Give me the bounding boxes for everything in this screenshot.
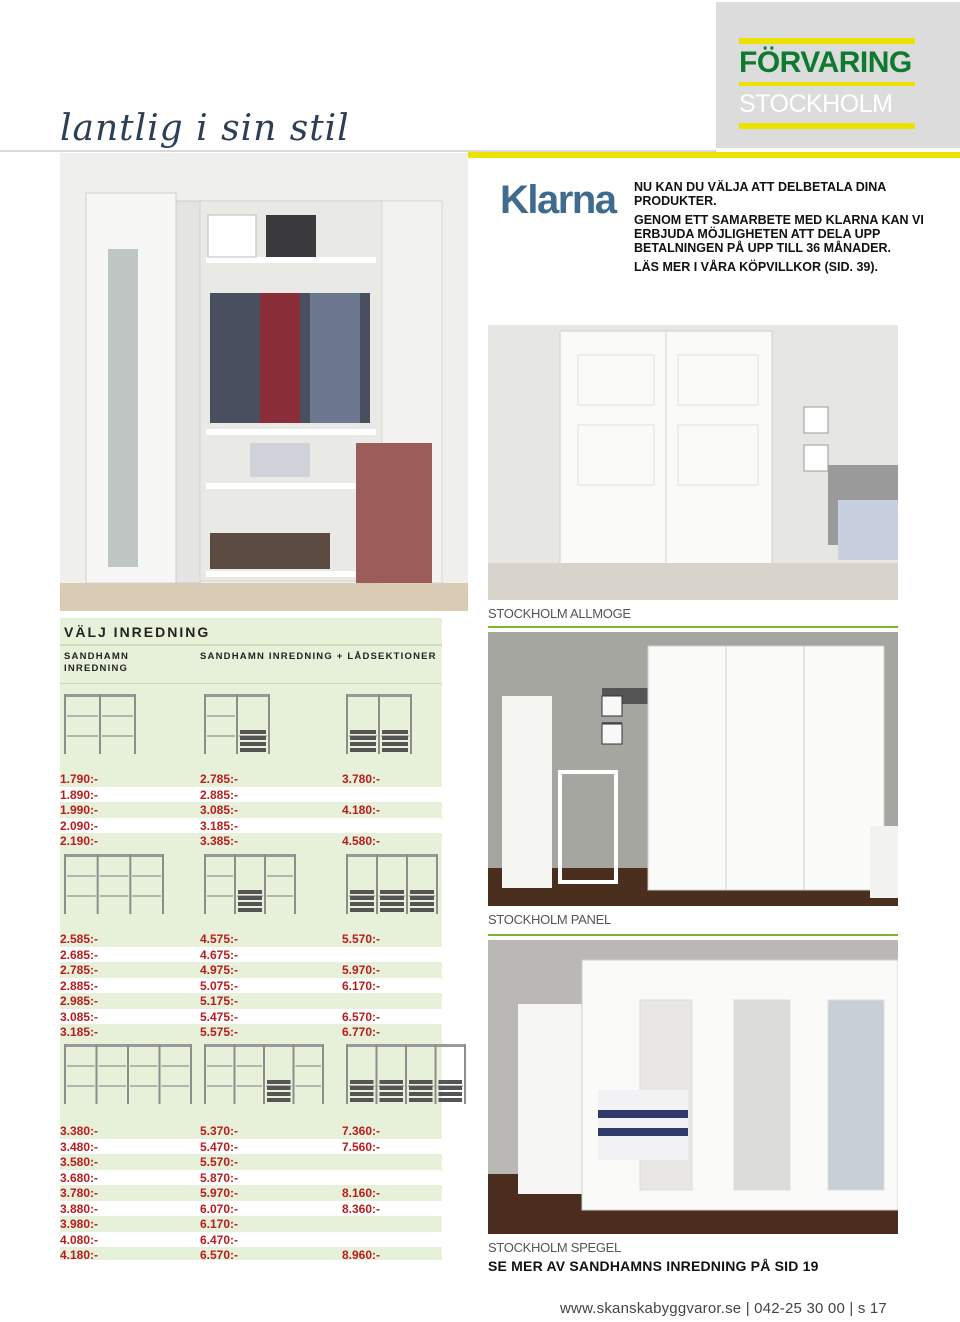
price-value: 2.885:- (60, 978, 99, 993)
shelving-diagram (204, 850, 296, 920)
price-value: 5.970:- (200, 1186, 239, 1200)
price-value: 5.075:- (200, 978, 239, 993)
shelving-diagram (64, 690, 136, 760)
price-value: 2.785:- (200, 772, 239, 786)
price-value: 1.790:- (60, 772, 99, 786)
shelving-diagram (64, 850, 164, 920)
price-value: 3.480:- (60, 1139, 99, 1154)
stockholm-panel-photo (488, 632, 898, 906)
price-value: 6.470:- (200, 1232, 239, 1247)
price-value: 5.575:- (200, 1025, 239, 1039)
shelving-diagram (346, 690, 412, 760)
column-header-inredning: SANDHAMN INREDNING (64, 651, 130, 674)
price-value: 5.570:- (342, 932, 381, 946)
price-value: 5.470:- (200, 1139, 239, 1154)
price-value: 3.085:- (200, 803, 239, 817)
shelving-diagram (346, 850, 438, 920)
price-row-stripe (60, 947, 442, 962)
price-value: 4.975:- (200, 963, 239, 977)
klarna-line-3: LÄS MER I VÅRA KÖPVILLKOR (SID. 39). (634, 260, 879, 274)
price-value: 8.360:- (342, 1201, 381, 1216)
shelving-diagram (204, 690, 270, 760)
caption-spegel: STOCKHOLM SPEGEL (488, 1240, 621, 1255)
price-value: 7.560:- (342, 1139, 381, 1154)
price-value: 6.170:- (200, 1217, 239, 1231)
caption-underline (488, 626, 898, 628)
price-value: 6.170:- (342, 978, 381, 993)
price-row-stripe (60, 1009, 442, 1024)
price-value: 6.570:- (200, 1248, 239, 1262)
logo-title: FÖRVARING (739, 46, 912, 79)
price-value: 1.990:- (60, 803, 99, 817)
shelving-diagram (204, 1040, 324, 1110)
price-table-title: VÄLJ INREDNING (64, 624, 211, 640)
price-value: 3.085:- (60, 1009, 99, 1024)
shelving-diagram (64, 1040, 192, 1110)
price-value: 2.190:- (60, 834, 99, 848)
price-value: 4.080:- (60, 1232, 99, 1247)
header-separator (60, 683, 442, 684)
price-value: 6.570:- (342, 1009, 381, 1024)
price-value: 2.090:- (60, 818, 99, 833)
price-value: 6.770:- (342, 1025, 381, 1039)
tagline: lantlig i sin stil (60, 108, 350, 149)
column-header-lådsektioner: SANDHAMN INREDNING + LÅDSEKTIONER (200, 651, 437, 662)
price-row-stripe (60, 1232, 442, 1247)
price-value: 5.970:- (342, 963, 381, 977)
price-value: 5.870:- (200, 1170, 239, 1185)
logo-accent-bar (739, 123, 915, 129)
price-value: 7.360:- (342, 1124, 381, 1138)
stockholm-allmoge-photo (488, 325, 898, 600)
see-more-note: SE MER AV SANDHAMNS INREDNING PÅ SID 19 (488, 1258, 819, 1274)
price-value: 8.960:- (342, 1248, 381, 1262)
price-value: 3.580:- (60, 1155, 99, 1169)
logo-accent-bar (739, 82, 915, 86)
price-value: 4.675:- (200, 947, 239, 962)
wardrobe-photo (60, 153, 468, 611)
price-value: 2.585:- (60, 932, 99, 946)
price-value: 3.385:- (200, 834, 239, 848)
klarna-logo: Klarna (500, 178, 616, 222)
price-value: 4.575:- (200, 932, 239, 946)
logo-subtitle: STOCKHOLM (739, 90, 893, 118)
price-value: 1.890:- (60, 787, 99, 802)
price-row-stripe (60, 978, 442, 993)
price-value: 2.985:- (60, 994, 99, 1008)
price-value: 4.180:- (342, 803, 381, 817)
price-value: 4.180:- (60, 1248, 99, 1262)
shelving-diagram (346, 1040, 466, 1110)
price-row-stripe (60, 1170, 442, 1185)
klarna-line-2: GENOM ETT SAMARBETE MED KLARNA KAN VI ERBJUDA MÖJLIGHETEN ATT DELA UPP BETALNINGEN PÅ UPP TILL 36 MÅNADER. (634, 213, 924, 255)
klarna-line-1: NU KAN DU VÄLJA ATT DELBETALA DINA PRODUKTER. (634, 180, 886, 208)
price-value: 3.380:- (60, 1124, 99, 1138)
price-value: 5.475:- (200, 1009, 239, 1024)
header-yellow-bar (468, 152, 960, 158)
price-value: 6.070:- (200, 1201, 239, 1216)
price-row-stripe (60, 787, 442, 802)
price-value: 3.680:- (60, 1170, 99, 1185)
price-value: 3.185:- (60, 1025, 99, 1039)
price-row-stripe (60, 818, 442, 833)
price-value: 2.885:- (200, 787, 239, 802)
footer-contact-line: www.skanskabyggvaror.se | 042-25 30 00 | s 17 (560, 1300, 887, 1317)
price-value: 3.185:- (200, 818, 239, 833)
price-value: 2.685:- (60, 947, 99, 962)
price-value: 3.980:- (60, 1217, 99, 1231)
price-value: 3.880:- (60, 1201, 99, 1216)
price-value: 5.570:- (200, 1155, 239, 1169)
logo-accent-bar (739, 38, 915, 44)
price-value: 3.780:- (342, 772, 381, 786)
caption-underline (488, 934, 898, 936)
price-value: 8.160:- (342, 1186, 381, 1200)
price-value: 3.780:- (60, 1186, 99, 1200)
klarna-info (634, 180, 934, 279)
price-row-stripe (60, 1201, 442, 1216)
price-table-rule (60, 644, 442, 646)
price-row-stripe (60, 1139, 442, 1154)
stockholm-spegel-photo (488, 940, 898, 1234)
price-value: 5.175:- (200, 994, 239, 1008)
caption-panel: STOCKHOLM PANEL (488, 912, 611, 927)
price-value: 2.785:- (60, 963, 99, 977)
price-value: 4.580:- (342, 834, 381, 848)
price-value: 5.370:- (200, 1124, 239, 1138)
caption-allmoge: STOCKHOLM ALLMOGE (488, 606, 631, 621)
